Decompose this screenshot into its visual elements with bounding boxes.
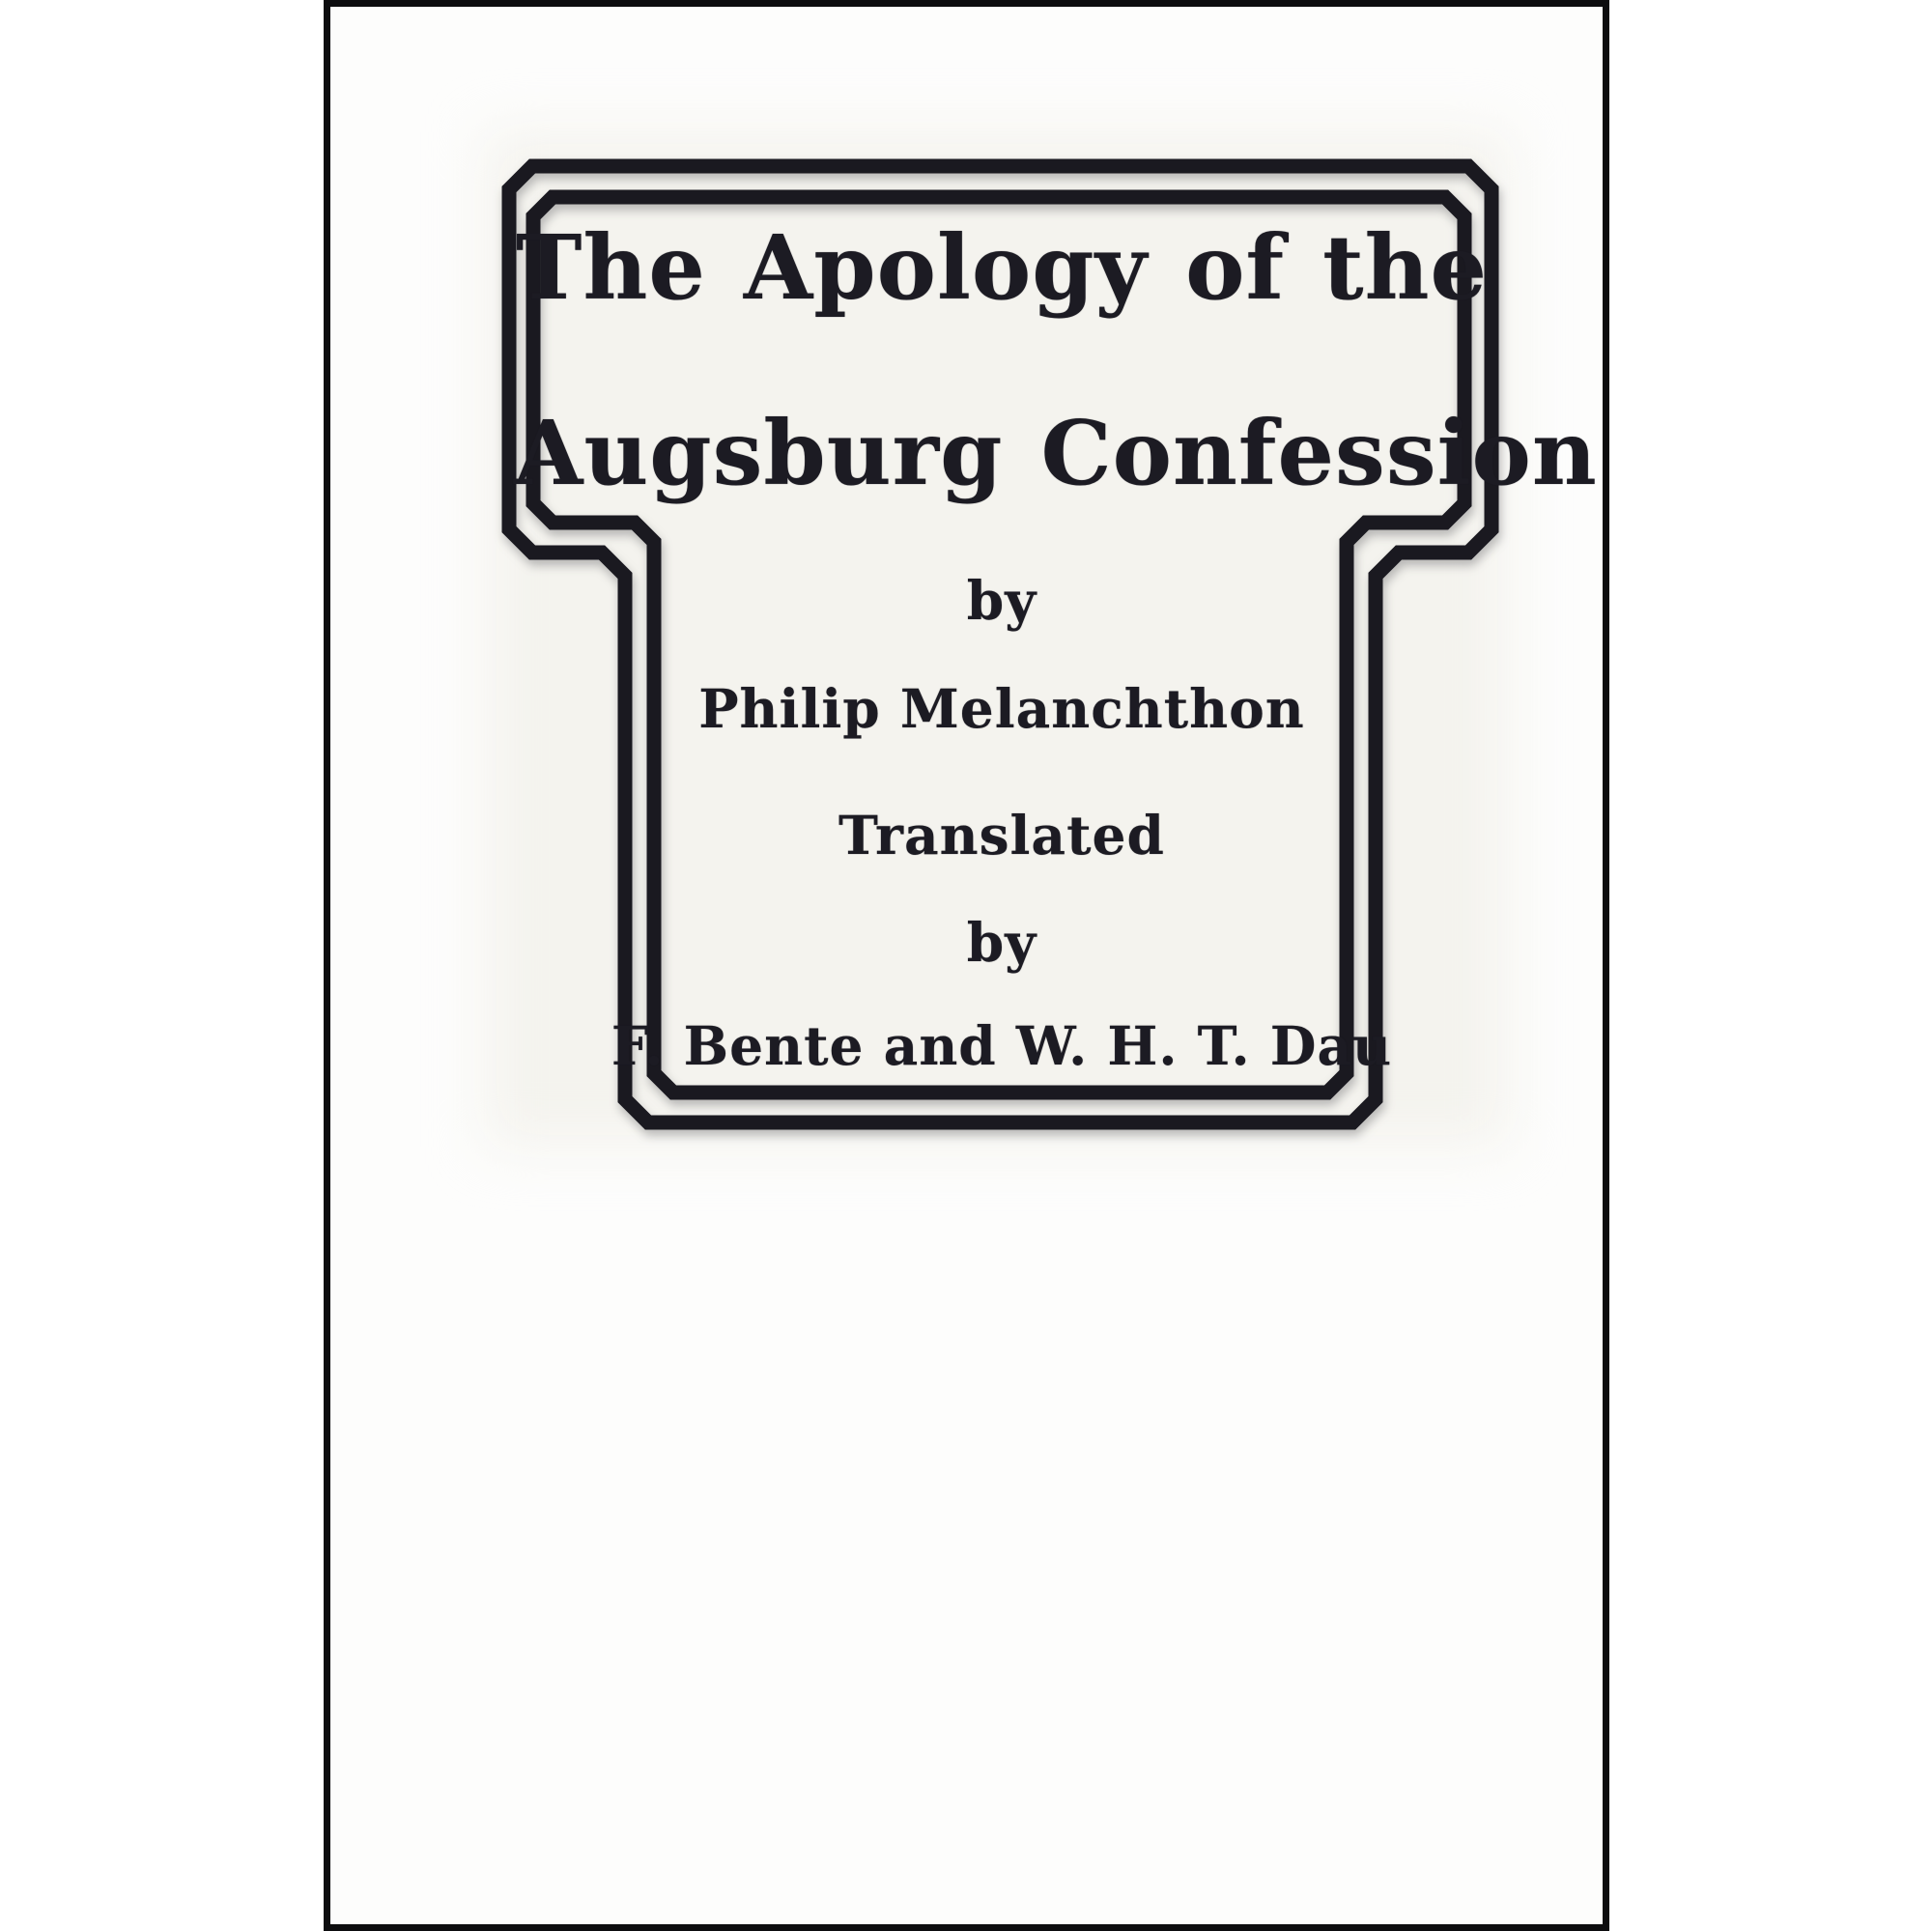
book-title-line-2: Augsburg Confession xyxy=(514,401,1598,505)
title-page xyxy=(324,0,1609,1931)
book-title-line-1: The Apology of the xyxy=(516,215,1488,320)
byline: by xyxy=(966,569,1037,632)
translators-names: F. Bente and W. H. T. Dau xyxy=(611,1014,1393,1077)
translated-byline: by xyxy=(966,911,1037,974)
title-text-block xyxy=(514,7,1598,1931)
author-name: Philip Melanchthon xyxy=(698,677,1305,740)
translated-label: Translated xyxy=(838,804,1165,866)
